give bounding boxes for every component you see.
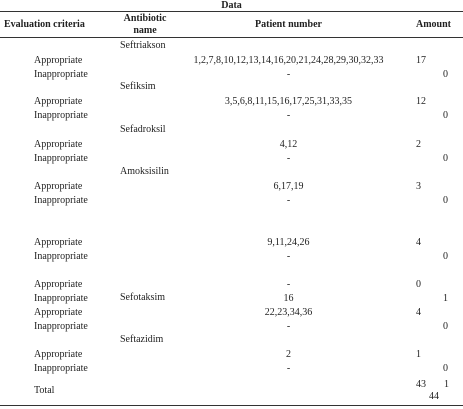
header-patient-number: Patient number — [255, 19, 322, 30]
total-label: Total — [34, 385, 55, 396]
amount-cell: 0 — [443, 195, 448, 206]
antibiotic-name: Sefadroksil — [120, 124, 166, 135]
patient-number-cell: 22,23,34,36 — [264, 307, 313, 318]
amount-cell: 4 — [416, 237, 421, 248]
amount-cell: 0 — [443, 153, 448, 164]
evaluation-criteria-cell: Appropriate — [34, 55, 83, 66]
evaluation-criteria-cell: Appropriate — [34, 139, 83, 150]
patient-number-cell: 9,11,24,26 — [267, 237, 310, 248]
patient-number-cell: - — [286, 279, 291, 290]
antibiotic-name: Seftriakson — [120, 40, 166, 51]
amount-cell: 0 — [443, 363, 448, 374]
evaluation-criteria-cell: Inappropriate — [34, 69, 88, 80]
patient-number-cell: 16 — [283, 293, 294, 304]
patient-number-cell: 1,2,7,8,10,12,13,14,16,20,21,24,28,29,30,32,33 — [193, 55, 384, 66]
table-bottom-rule — [0, 405, 463, 406]
amount-cell: 1 — [416, 349, 421, 360]
amount-cell: 12 — [416, 96, 426, 107]
amount-cell: 17 — [416, 55, 426, 66]
amount-cell: 3 — [416, 181, 421, 192]
amount-cell: 0 — [443, 69, 448, 80]
antibiotic-name: Amoksisilin — [120, 166, 169, 177]
patient-number-cell: - — [286, 363, 291, 374]
antibiotic-name: Sefiksim — [120, 81, 156, 92]
patient-number-cell: - — [286, 251, 291, 262]
evaluation-criteria-cell: Inappropriate — [34, 293, 88, 304]
patient-number-cell: 6,17,19 — [273, 181, 304, 192]
antibiotic-name: Seftazidim — [120, 334, 164, 345]
header-evaluation-criteria: Evaluation criteria — [4, 19, 85, 30]
patient-number-cell: - — [286, 153, 291, 164]
evaluation-criteria-cell: Appropriate — [34, 237, 83, 248]
evaluation-criteria-cell: Inappropriate — [34, 195, 88, 206]
patient-number-cell: - — [286, 110, 291, 121]
evaluation-criteria-cell: Appropriate — [34, 181, 83, 192]
patient-number-cell: 4,12 — [279, 139, 298, 150]
table-caption: Data — [221, 0, 242, 11]
amount-cell: 0 — [443, 110, 448, 121]
amount-cell: 4 — [416, 307, 421, 318]
evaluation-criteria-cell: Inappropriate — [34, 110, 88, 121]
evaluation-criteria-cell: Appropriate — [34, 279, 83, 290]
patient-number-cell: 2 — [286, 349, 291, 360]
patient-number-cell: - — [286, 321, 291, 332]
header-amount: Amount — [416, 19, 452, 30]
total-appropriate: 43 — [416, 379, 426, 390]
amount-cell: 0 — [443, 321, 448, 332]
amount-cell: 2 — [416, 139, 421, 150]
evaluation-criteria-cell: Inappropriate — [34, 321, 88, 332]
header-antibiotic-name-line2: name — [133, 25, 157, 36]
evaluation-criteria-cell: Appropriate — [34, 307, 83, 318]
header-antibiotic-name-line1: Antibiotic — [123, 13, 167, 24]
patient-number-cell: - — [286, 69, 291, 80]
patient-number-cell: - — [286, 195, 291, 206]
evaluation-criteria-cell: Appropriate — [34, 96, 83, 107]
header-top-rule — [0, 11, 463, 12]
evaluation-criteria-cell: Inappropriate — [34, 153, 88, 164]
amount-cell: 1 — [443, 293, 448, 304]
evaluation-criteria-cell: Inappropriate — [34, 363, 88, 374]
total-sum: 44 — [429, 391, 439, 402]
evaluation-criteria-cell: Inappropriate — [34, 251, 88, 262]
header-bottom-rule — [0, 37, 463, 38]
antibiotic-name: Sefotaksim — [120, 292, 165, 303]
patient-number-cell: 3,5,6,8,11,15,16,17,25,31,33,35 — [224, 96, 353, 107]
total-inappropriate: 1 — [444, 379, 449, 390]
amount-cell: 0 — [416, 279, 421, 290]
amount-cell: 0 — [443, 251, 448, 262]
evaluation-criteria-cell: Appropriate — [34, 349, 83, 360]
